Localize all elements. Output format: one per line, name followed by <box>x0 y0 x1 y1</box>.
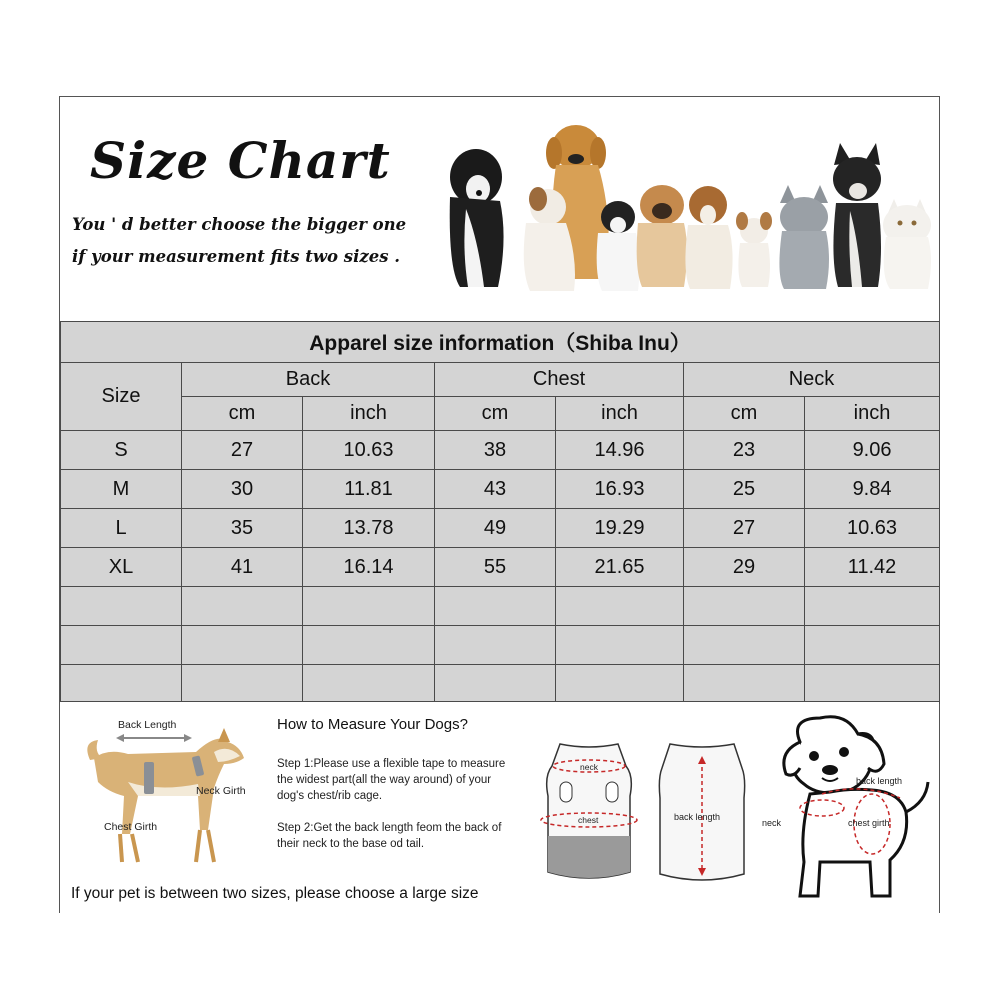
puppy-measure-illustration <box>760 712 936 908</box>
value-cell: 19.29 <box>556 509 684 548</box>
empty-row <box>61 587 940 626</box>
chest-girth-label: Chest Girth <box>104 821 158 833</box>
table-row <box>61 470 940 509</box>
pet-persian-cat <box>883 199 931 289</box>
empty-cell <box>435 626 556 665</box>
vest-back-length-label: back length <box>674 812 721 822</box>
value-cell: 29 <box>684 548 805 587</box>
size-advice-footnote: If your pet is between two sizes, please choose a large size <box>71 885 479 902</box>
pet-pekingese <box>637 185 687 287</box>
value-cell: 14.96 <box>556 431 684 470</box>
header <box>60 97 939 321</box>
unit-header: cm <box>684 397 805 431</box>
empty-cell <box>435 665 556 704</box>
empty-cell <box>303 626 435 665</box>
empty-cell <box>684 665 805 704</box>
empty-cell <box>805 587 940 626</box>
unit-header: inch <box>556 397 684 431</box>
empty-cell <box>182 626 303 665</box>
puppy-neck-label: neck <box>762 818 782 828</box>
unit-header: inch <box>805 397 940 431</box>
table-row <box>61 548 940 587</box>
vest-back-diagram <box>654 738 750 888</box>
value-cell: 27 <box>684 509 805 548</box>
pet-small-terrier <box>597 201 640 291</box>
value-cell: 43 <box>435 470 556 509</box>
value-cell: 13.78 <box>303 509 435 548</box>
group-header-neck: Neck <box>684 363 940 397</box>
unit-header: cm <box>182 397 303 431</box>
empty-cell <box>684 626 805 665</box>
empty-cell <box>182 587 303 626</box>
empty-row <box>61 626 940 665</box>
empty-row <box>61 665 940 704</box>
value-cell: 35 <box>182 509 303 548</box>
subtitle-line-1: You ' d better choose the bigger one <box>72 215 407 234</box>
neck-girth-label: Neck Girth <box>196 785 246 797</box>
page-title: Size Chart <box>90 131 391 190</box>
shiba-measure-illustration <box>68 712 258 872</box>
empty-cell <box>556 665 684 704</box>
size-header: Size <box>61 363 182 431</box>
vest-front-diagram <box>534 736 644 886</box>
table-row <box>61 509 940 548</box>
subtitle-line-2: if your measurement fits two sizes . <box>72 247 401 266</box>
pet-grey-cat <box>779 185 829 289</box>
value-cell: 16.93 <box>556 470 684 509</box>
value-cell: 9.06 <box>805 431 940 470</box>
empty-cell <box>61 587 182 626</box>
empty-cell <box>805 665 940 704</box>
empty-cell <box>805 626 940 665</box>
unit-header: inch <box>303 397 435 431</box>
back-length-label: Back Length <box>118 719 177 731</box>
how-to-measure-title: How to Measure Your Dogs? <box>277 716 468 733</box>
empty-cell <box>556 626 684 665</box>
size-chart-frame <box>59 96 940 913</box>
value-cell: 49 <box>435 509 556 548</box>
value-cell: 25 <box>684 470 805 509</box>
empty-cell <box>435 587 556 626</box>
pet-chihuahua <box>736 212 772 287</box>
empty-cell <box>61 626 182 665</box>
empty-cell <box>182 665 303 704</box>
pet-border-collie <box>450 149 504 287</box>
value-cell: 10.63 <box>805 509 940 548</box>
group-header-back: Back <box>182 363 435 397</box>
group-header-chest: Chest <box>435 363 684 397</box>
vest-neck-label: neck <box>580 762 598 772</box>
size-cell: L <box>61 509 182 548</box>
value-cell: 10.63 <box>303 431 435 470</box>
step-1-text: Step 1:Please use a flexible tape to measure the widest part(all the way around) of your dog's chest/rib cage. <box>277 758 506 802</box>
size-cell: XL <box>61 548 182 587</box>
size-cell: M <box>61 470 182 509</box>
value-cell: 23 <box>684 431 805 470</box>
puppy-chest-girth-label: chest girth <box>848 818 890 828</box>
empty-cell <box>556 587 684 626</box>
pets-photo <box>438 119 936 295</box>
table-title: Apparel size information（Shiba Inu） <box>61 322 940 363</box>
table-row <box>61 431 940 470</box>
empty-cell <box>303 587 435 626</box>
value-cell: 38 <box>435 431 556 470</box>
step-2-text: Step 2:Get the back length feom the back of their neck to the base od tail. <box>277 822 502 850</box>
empty-cell <box>303 665 435 704</box>
value-cell: 27 <box>182 431 303 470</box>
measure-section <box>60 701 939 913</box>
puppy-back-length-label: back length <box>856 776 903 786</box>
empty-cell <box>61 665 182 704</box>
value-cell: 11.81 <box>303 470 435 509</box>
size-cell: S <box>61 431 182 470</box>
pet-beagle <box>685 186 732 289</box>
size-table <box>60 321 940 704</box>
value-cell: 11.42 <box>805 548 940 587</box>
pet-french-bulldog <box>833 143 881 287</box>
value-cell: 55 <box>435 548 556 587</box>
value-cell: 9.84 <box>805 470 940 509</box>
value-cell: 16.14 <box>303 548 435 587</box>
unit-header: cm <box>435 397 556 431</box>
empty-cell <box>684 587 805 626</box>
value-cell: 41 <box>182 548 303 587</box>
vest-chest-label: chest <box>578 815 599 825</box>
value-cell: 30 <box>182 470 303 509</box>
value-cell: 21.65 <box>556 548 684 587</box>
